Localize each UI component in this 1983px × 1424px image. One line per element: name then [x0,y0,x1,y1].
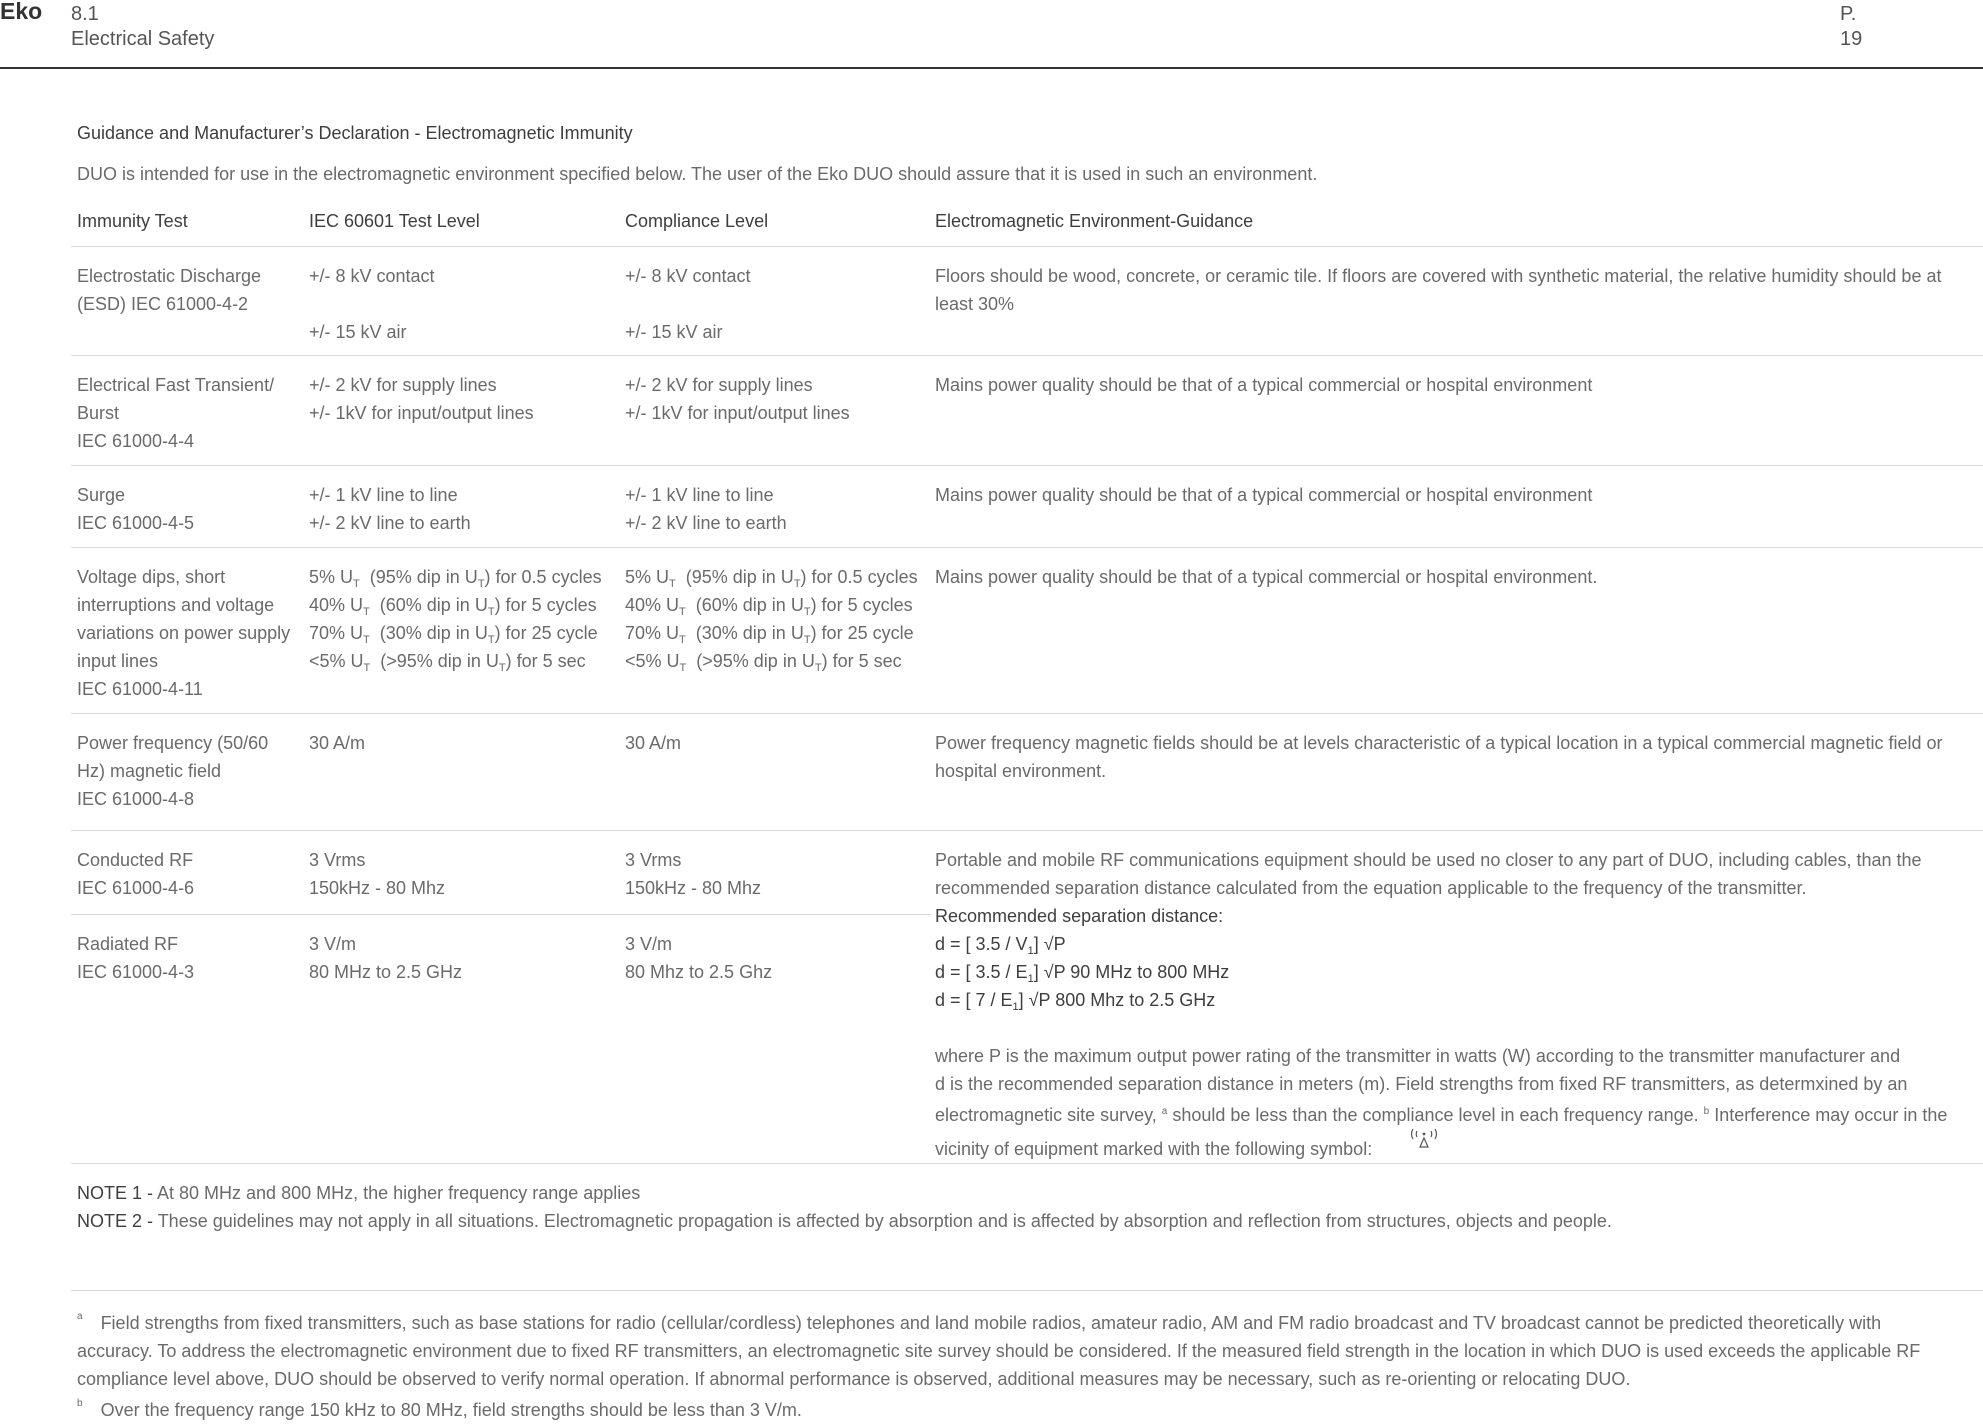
power-freq-guidance [935,729,1942,785]
header-divider [0,67,1983,69]
table-divider [71,465,1983,466]
notes [77,1179,1612,1235]
power-freq-level-line: 30 A/m [309,733,366,753]
surge-compliance-line: +/- 1 kV line to line [625,485,774,505]
surge-guidance [935,481,1592,509]
separation-distance-heading: Recommended separation distance: [935,906,1224,926]
conducted-rf-level [309,846,445,902]
intro-text: DUO is intended for use in the electromagnetic environment specified below. The user of the Eko DUO should assure that it is used in such an environment. [77,164,1318,184]
surge-test [77,481,194,537]
col-header-test-level: IEC 60601 Test Level [309,211,480,231]
esd-level-line: +/- 8 kV contact [309,266,435,286]
rf-guidance-line: Portable and mobile RF communications equipment should be used no closer to any part of DUO, including cables, than the [935,850,1922,870]
power-freq-test-line: IEC 61000-4-8 [77,789,195,809]
radiated-rf-compliance [625,930,772,986]
conducted-rf-compliance [625,846,761,902]
dips-level-line: 70% $U_T$ (30% dip in $U_T$) for 25 cycle [309,623,598,646]
note-2: NOTE 2 - These guidelines may not apply in all situations. Electromagnetic propagation is affected by absorption and is affected by absorption and reflection from structures, objects and people. [77,1211,1612,1231]
power-freq-guidance-line: hospital environment. [935,761,1107,781]
separation-equation: d = [ $3.5 / V_1$] √P [935,934,1066,957]
surge-level-line: +/- 2 kV line to earth [309,513,471,533]
rf-guidance [935,846,1947,1165]
esd-guidance-line: least 30% [935,294,1015,314]
surge-test-line: IEC 61000-4-5 [77,513,195,533]
conducted-rf-test [77,846,194,902]
footnote-line: compliance level above, DUO should be observed to verify normal operation. If abnormal performance is observed, additional measures may be necessary, such as re-orienting or relocating DUO. [77,1369,1631,1389]
dips-test-line: variations on power supply [77,623,291,643]
esd-guidance-line: Floors should be wood, concrete, or ceramic tile. If floors are covered with synthetic material, the relative humidity should be at [935,266,1942,286]
surge-guidance-line: Mains power quality should be that of a typical commercial or hospital environment [935,485,1593,505]
table-divider [71,1163,1983,1164]
dips-compliance-line: <5% $U_T$ (>95% dip in $U_T$) for 5 sec [625,651,902,674]
esd-compliance-line: +/- 8 kV contact [625,266,751,286]
note-1: NOTE 1 - At 80 MHz and 800 MHz, the higher frequency range applies [77,1183,641,1203]
power-freq-test [77,729,268,813]
dips-test-line: interruptions and voltage [77,595,275,615]
power-freq-level [309,729,365,757]
eft-test-line: Burst [77,403,120,423]
surge-compliance-line: +/- 2 kV line to earth [625,513,787,533]
footnote-line: $^a$ Field strengths from fixed transmitters, such as base stations for radio (cellular/cordless) telephones and land mobile radios, amateur radio, AM and FM radio broadcast and TV broadcast cannot be predicted theoretically with [77,1311,1882,1333]
esd-guidance [935,262,1941,318]
rf-guidance-line: vicinity of equipment marked with the following symbol: [935,1129,1947,1165]
rf-guidance-line: where P is the maximum output power rating of the transmitter in watts (W) according to the transmitter manufacturer and [935,1046,1901,1066]
radiated-rf-level-line: 80 MHz to 2.5 GHz [309,962,463,982]
dips-compliance [625,563,918,675]
eft-guidance-line: Mains power quality should be that of a typical commercial or hospital environment [935,375,1593,395]
section-number: 8.1 [71,3,99,25]
radiated-rf-test-line: Radiated RF [77,934,179,954]
eft-compliance [625,371,850,427]
table-divider [71,830,1983,831]
power-freq-test-line: Power frequency (50/60 [77,733,269,753]
dips-compliance-line: 5% $U_T$ (95% dip in $U_T$) for 0.5 cycles [625,567,918,590]
conducted-rf-level-line: 150kHz - 80 Mhz [309,878,446,898]
dips-level-line: 5% $U_T$ (95% dip in $U_T$) for 0.5 cycles [309,567,602,590]
table-divider [71,713,1983,714]
radiated-rf-level [309,930,462,986]
conducted-rf-test-line: Conducted RF [77,850,194,870]
esd-compliance [625,262,751,346]
table-divider [71,547,1983,548]
dips-level [309,563,602,675]
non-ionizing-radiation-icon [1404,1125,1444,1161]
esd-test-line: (ESD) IEC 61000-4-2 [77,294,249,314]
eft-level-line: +/- 1kV for input/output lines [309,403,534,423]
esd-level-line: +/- 15 kV air [309,322,407,342]
separation-equation: d = [ $7 / E_1$] √P 800 Mhz to 2.5 GHz [935,990,1216,1013]
power-freq-test-line: Hz) magnetic field [77,761,222,781]
rf-guidance-line: recommended separation distance calculated from the equation applicable to the frequency of the transmitter. [935,878,1807,898]
dips-test-line: input lines [77,651,159,671]
dips-test-line: IEC 61000-4-11 [77,679,203,699]
eft-compliance-line: +/- 1kV for input/output lines [625,403,850,423]
page-label: P. [1840,3,1857,25]
radiated-rf-level-line: 3 V/m [309,934,357,954]
col-header-compliance-level: Compliance Level [625,211,769,231]
eft-guidance [935,371,1592,399]
radiated-rf-compliance-line: 80 Mhz to 2.5 Ghz [625,962,773,982]
eft-test [77,371,274,455]
eft-test-line: IEC 61000-4-4 [77,431,195,451]
section-title: Electrical Safety [71,28,215,50]
conducted-rf-compliance-line: 3 Vrms [625,850,682,870]
separation-equation: d = [ $3.5 / E_1$] √P 90 MHz to 800 MHz [935,962,1230,985]
logo: Eko [0,0,43,24]
page-title: Guidance and Manufacturer’s Declaration - Electromagnetic Immunity [77,123,633,143]
dips-level-line: <5% $U_T$ (>95% dip in $U_T$) for 5 sec [309,651,586,674]
table-divider [71,914,931,915]
surge-test-line: Surge [77,485,126,505]
radiated-rf-test-line: IEC 61000-4-3 [77,962,195,982]
surge-compliance [625,481,787,537]
dips-compliance-line: 40% $U_T$ (60% dip in $U_T$) for 5 cycles [625,595,913,618]
dips-test [77,563,290,703]
eft-level-line: +/- 2 kV for supply lines [309,375,497,395]
table-divider [71,355,1983,356]
dips-guidance-line: Mains power quality should be that of a typical commercial or hospital environment. [935,567,1598,587]
footnote-b: $^b$ Over the frequency range 150 kHz to 80 MHz, field strengths should be less than 3 V/m. [77,1398,802,1420]
table-divider [71,246,1983,247]
surge-level [309,481,471,537]
esd-test-line: Electrostatic Discharge [77,266,262,286]
col-header-guidance: Electromagnetic Environment-Guidance [935,211,1254,231]
footnote-line: accuracy. To address the electromagnetic environment due to fixed RF transmitters, an electromagnetic site survey should be considered. If the measured field strength in the location in which DUO is used exceeds the applicable RF [77,1341,1921,1361]
page-number: 19 [1840,28,1863,50]
eft-compliance-line: +/- 2 kV for supply lines [625,375,813,395]
power-freq-compliance [625,729,681,757]
esd-level [309,262,435,346]
radiated-rf-compliance-line: 3 V/m [625,934,673,954]
conducted-rf-level-line: 3 Vrms [309,850,366,870]
esd-test [77,262,261,318]
conducted-rf-compliance-line: 150kHz - 80 Mhz [625,878,762,898]
dips-guidance [935,563,1597,591]
page-number-block [1840,2,1862,52]
power-freq-guidance-line: Power frequency magnetic fields should be at levels characteristic of a typical location in a typical commercial magnetic field or [935,733,1943,753]
eft-level [309,371,534,427]
esd-compliance-line: +/- 15 kV air [625,322,723,342]
dips-compliance-line: 70% $U_T$ (30% dip in $U_T$) for 25 cycle [625,623,914,646]
footnote-a [77,1306,1920,1424]
power-freq-compliance-line: 30 A/m [625,733,682,753]
radiated-rf-test [77,930,194,986]
footnote-divider [71,1290,1983,1291]
surge-level-line: +/- 1 kV line to line [309,485,458,505]
rf-guidance-line: d is the recommended separation distance in meters (m). Field strengths from fixed RF transmitters, as determxined by an [935,1074,1908,1094]
dips-level-line: 40% $U_T$ (60% dip in $U_T$) for 5 cycles [309,595,597,618]
conducted-rf-test-line: IEC 61000-4-6 [77,878,195,898]
dips-test-line: Voltage dips, short [77,567,226,587]
col-header-immunity-test: Immunity Test [77,211,188,231]
section-heading [71,2,214,52]
eft-test-line: Electrical Fast Transient/ [77,375,275,395]
rf-guidance-line: electromagnetic site survey, $^a$ should be less than the compliance level in each frequency range. $^b$ Interference may occur in the [935,1105,1948,1125]
